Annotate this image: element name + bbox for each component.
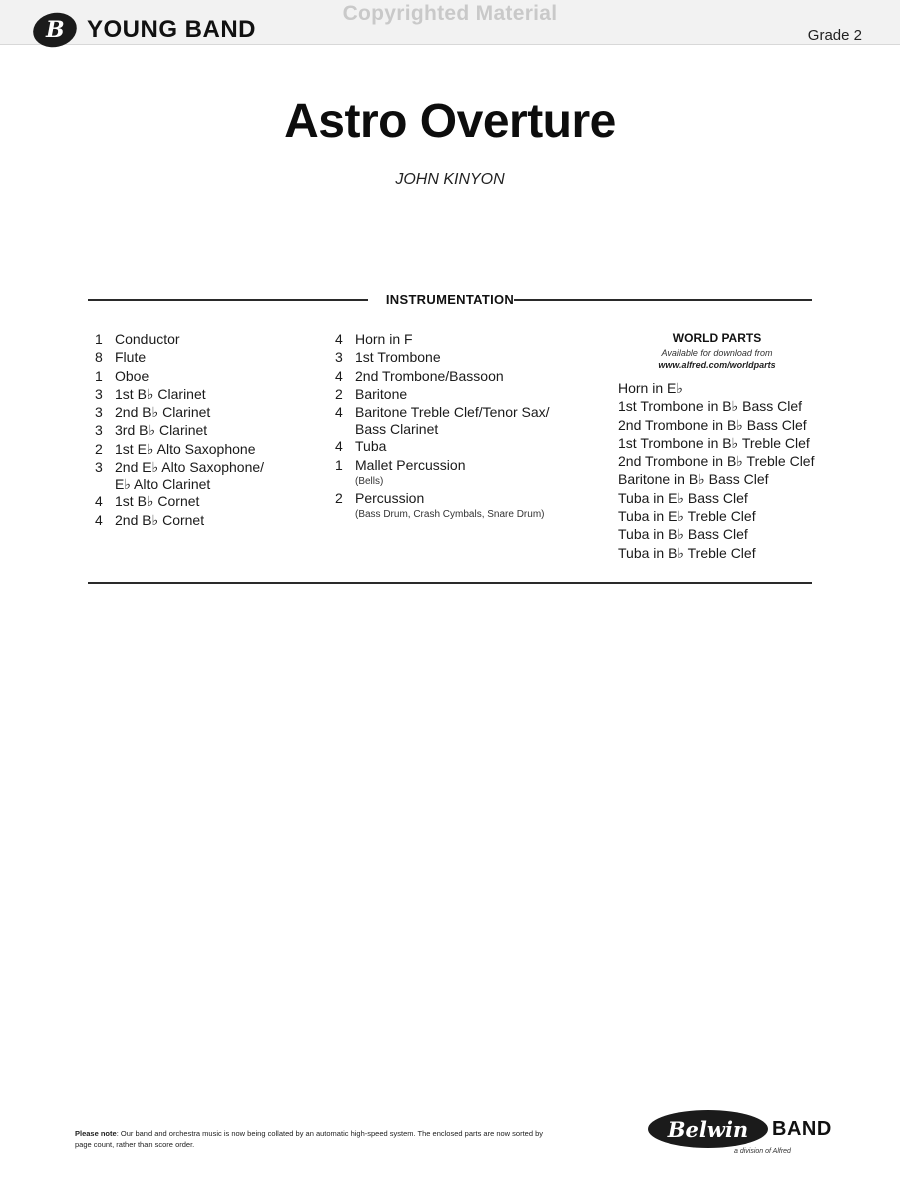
brand-name: YOUNG BAND	[87, 16, 257, 43]
instrument-quantity: 2	[335, 385, 343, 402]
instrument-row	[335, 403, 605, 421]
instrument-quantity: 4	[335, 404, 343, 421]
instrument-quantity: 2	[335, 490, 343, 507]
instrument-part: Flute	[115, 349, 147, 366]
world-part-item: Tuba in B♭ Treble Clef	[618, 544, 756, 561]
instrument-quantity: 4	[335, 331, 343, 347]
world-part-item: 2nd Trombone in B♭ Treble Clef	[618, 453, 815, 470]
world-part-item: 1st Trombone in B♭ Bass Clef	[618, 398, 803, 415]
instrument-row	[95, 492, 325, 510]
instrument-part: 1st B♭ Clarinet	[115, 385, 206, 402]
instrument-part: Baritone Treble Clef/Tenor Sax/	[355, 404, 550, 421]
instrument-row	[95, 348, 325, 366]
instrument-part: 3rd B♭ Clarinet	[115, 422, 208, 439]
instrument-row-continuation	[335, 421, 605, 437]
page-title: Astro Overture	[284, 95, 616, 148]
instrument-row	[335, 489, 605, 507]
watermark: Copyrighted Material	[342, 2, 558, 25]
instrument-part: Baritone	[355, 385, 408, 402]
instrument-quantity: 1	[95, 367, 103, 384]
instrument-quantity: 4	[335, 438, 343, 455]
instrument-quantity: 1	[335, 456, 343, 473]
instrument-part: 1st E♭ Alto Saxophone	[115, 440, 256, 457]
instrument-part: 2nd B♭ Clarinet	[115, 404, 211, 421]
instrumentation-column-middle	[335, 330, 605, 522]
instrument-part-continued: E♭ Alto Clarinet	[115, 476, 211, 493]
instrument-quantity: 3	[95, 385, 103, 402]
world-part-item: Tuba in E♭ Treble Clef	[618, 508, 756, 525]
world-part-item: 1st Trombone in B♭ Treble Clef	[618, 434, 810, 451]
instrument-quantity: 1	[95, 331, 103, 347]
instrument-part: 1st B♭ Cornet	[115, 493, 200, 510]
instrument-row	[335, 348, 605, 366]
instrument-quantity: 2	[95, 440, 103, 457]
instrument-row	[335, 437, 605, 455]
instrument-part: Oboe	[115, 367, 150, 384]
instrument-row	[335, 367, 605, 385]
instrument-part: Horn in F	[355, 331, 413, 347]
young-band-logo-icon: B	[30, 9, 80, 51]
footer-note	[75, 1128, 555, 1150]
publisher-band-label: BAND	[772, 1117, 832, 1140]
instrument-part: Percussion	[355, 490, 425, 507]
instrument-quantity: 3	[95, 459, 103, 476]
instrument-row	[95, 421, 325, 439]
instrument-row	[95, 440, 325, 458]
instrument-quantity: 3	[95, 404, 103, 421]
world-part-item: 2nd Trombone in B♭ Bass Clef	[618, 416, 807, 433]
belwin-band-logo	[648, 1110, 832, 1155]
instrument-note: (Bass Drum, Crash Cymbals, Snare Drum)	[355, 509, 545, 521]
instrument-quantity: 4	[95, 493, 103, 510]
instrument-note-row	[335, 507, 605, 522]
composer: JOHN KINYON	[395, 171, 505, 188]
instrumentation-column-left	[95, 330, 325, 529]
instrument-row	[95, 511, 325, 529]
instrument-part: 2nd E♭ Alto Saxophone/	[115, 459, 265, 476]
world-parts-availability: Available for download from	[661, 348, 773, 358]
footer-note-label: Please note	[75, 1129, 117, 1138]
instrument-part: 2nd B♭ Cornet	[115, 511, 205, 528]
instrument-note: (Bells)	[355, 476, 384, 488]
instrument-quantity: 4	[95, 511, 103, 528]
world-parts-list	[618, 379, 822, 562]
world-part-item: Horn in E♭	[618, 380, 683, 396]
instrument-part: 2nd Trombone/Bassoon	[355, 367, 504, 384]
world-parts	[612, 331, 822, 562]
instrument-part-continued: Bass Clarinet	[355, 421, 439, 438]
world-parts-url: www.alfred.com/worldparts	[658, 360, 776, 370]
instrument-part: Tuba	[355, 438, 387, 455]
instrumentation-heading: INSTRUMENTATION	[385, 292, 515, 307]
instrument-row	[95, 403, 325, 421]
instrument-part: Conductor	[115, 331, 180, 347]
instrument-part: 1st Trombone	[355, 349, 441, 366]
instrument-row	[95, 367, 325, 385]
instrument-quantity: 3	[335, 349, 343, 366]
instrument-row	[95, 385, 325, 403]
world-part-item: Tuba in B♭ Bass Clef	[618, 526, 748, 543]
grade-label: Grade 2	[807, 27, 862, 44]
instrument-row	[95, 330, 325, 348]
instrument-row	[335, 456, 605, 474]
instrument-quantity: 3	[95, 422, 103, 439]
header-band	[0, 0, 900, 45]
publisher-tagline: a division of Alfred	[734, 1148, 791, 1155]
instrument-row	[95, 458, 325, 476]
world-part-item: Baritone in B♭ Bass Clef	[618, 471, 769, 488]
instrument-quantity: 8	[95, 349, 103, 366]
footer-note-text: : Our band and orchestra music is now being collated by an automatic high-speed system. The enclosed parts are now sorted by page count, rather than score order.	[75, 1129, 544, 1149]
world-parts-heading: WORLD PARTS	[672, 331, 762, 345]
world-part-item: Tuba in E♭ Bass Clef	[618, 489, 748, 506]
instrument-row	[335, 385, 605, 403]
instrument-row	[335, 330, 605, 348]
belwin-logo-icon: Belwin a division of Alfred	[648, 1110, 768, 1148]
instrument-part: Mallet Percussion	[355, 456, 466, 473]
instrument-note-row	[335, 474, 605, 489]
section-rule-bottom	[88, 582, 812, 584]
instrument-quantity: 4	[335, 367, 343, 384]
instrument-row-continuation	[95, 476, 325, 492]
